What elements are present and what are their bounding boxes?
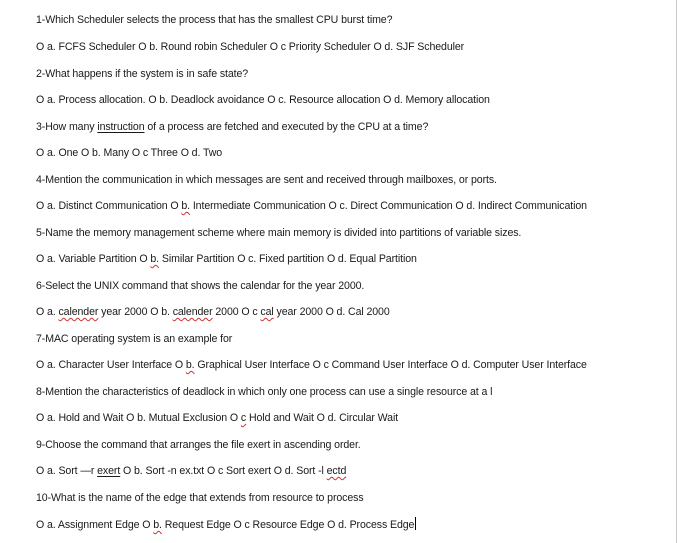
options-10[interactable] bbox=[36, 517, 668, 532]
options-6-part: year 2000 O d. Cal 2000 bbox=[273, 306, 390, 318]
spelling-flag[interactable]: b. bbox=[150, 253, 160, 265]
spelling-flag[interactable]: calender bbox=[172, 306, 213, 318]
options-5[interactable] bbox=[36, 252, 668, 266]
options-6-part: year 2000 O b. bbox=[98, 306, 173, 318]
question-8[interactable]: 8-Mention the characteristics of deadlock in which only one process can use a single resource at a l bbox=[36, 386, 493, 398]
question-2[interactable]: 2-What happens if the system is in safe state? bbox=[36, 68, 249, 80]
question-9[interactable]: 9-Choose the command that arranges the file exert in ascending order. bbox=[36, 439, 361, 451]
options-5-end: Similar Partition O c. Fixed partition O d. Equal Partition bbox=[159, 253, 417, 265]
text-cursor bbox=[415, 517, 416, 530]
question-1[interactable]: 1-Which Scheduler selects the process that has the smallest CPU burst time? bbox=[36, 14, 393, 26]
options-4[interactable] bbox=[36, 199, 668, 213]
options-9-part: O a. Sort —r bbox=[36, 465, 98, 477]
question-5[interactable]: 5-Name the memory management scheme where main memory is divided into partitions of variable sizes. bbox=[36, 227, 522, 239]
options-6[interactable] bbox=[36, 305, 668, 319]
question-6[interactable]: 6-Select the UNIX command that shows the calendar for the year 2000. bbox=[36, 280, 365, 292]
question-3-text-start: 3-How many bbox=[36, 121, 98, 133]
options-10-start: O a. Assignment Edge O bbox=[36, 519, 154, 531]
options-5-start: O a. Variable Partition O bbox=[36, 253, 151, 265]
options-9[interactable] bbox=[36, 464, 668, 478]
question-4[interactable]: 4-Mention the communication in which messages are sent and received through mailboxes, or ports. bbox=[36, 174, 497, 186]
options-8-end: Hold and Wait O d. Circular Wait bbox=[246, 412, 399, 424]
options-7-end: Graphical User Interface O c Command User Interface O d. Computer User Interface bbox=[194, 359, 587, 371]
options-9-part: O b. Sort -n ex.txt O c Sort exert O d. Sort -l bbox=[120, 465, 327, 477]
options-1[interactable]: O a. FCFS Scheduler O b. Round robin Scheduler O c Priority Scheduler O d. SJF Scheduler bbox=[36, 41, 465, 53]
spelling-flag[interactable]: exert bbox=[97, 465, 121, 477]
options-2[interactable]: O a. Process allocation. O b. Deadlock avoidance O c. Resource allocation O d. Memory allocation bbox=[36, 94, 490, 106]
options-4-end: Intermediate Communication O c. Direct Communication O d. Indirect Communication bbox=[190, 200, 587, 212]
options-8-start: O a. Hold and Wait O b. Mutual Exclusion O bbox=[36, 412, 241, 424]
spelling-flag[interactable]: b. bbox=[181, 200, 190, 212]
spelling-flag[interactable]: ectd bbox=[326, 465, 347, 477]
spelling-flag[interactable]: instruction bbox=[97, 121, 145, 133]
options-3[interactable]: O a. One O b. Many O c Three O d. Two bbox=[36, 147, 223, 159]
options-8[interactable] bbox=[36, 411, 668, 425]
options-10-end: Request Edge O c Resource Edge O d. Process Edge bbox=[161, 519, 415, 531]
question-7[interactable]: 7-MAC operating system is an example for bbox=[36, 333, 233, 345]
spelling-flag[interactable]: b. bbox=[185, 359, 195, 371]
spelling-flag[interactable]: b. bbox=[153, 519, 162, 531]
options-6-part: 2000 O c bbox=[212, 306, 261, 318]
spelling-flag[interactable]: cal bbox=[260, 306, 274, 318]
options-7-start: O a. Character User Interface O bbox=[36, 359, 186, 371]
question-10[interactable]: 10-What is the name of the edge that extends from resource to process bbox=[36, 492, 364, 504]
options-7[interactable] bbox=[36, 358, 668, 372]
options-4-start: O a. Distinct Communication O bbox=[36, 200, 182, 212]
options-6-part: O a. bbox=[36, 306, 59, 318]
question-3[interactable] bbox=[36, 120, 668, 134]
question-3-text-end: of a process are fetched and executed by the CPU at a time? bbox=[144, 121, 429, 133]
spelling-flag[interactable]: calender bbox=[58, 306, 99, 318]
spelling-flag[interactable]: c bbox=[240, 412, 247, 424]
